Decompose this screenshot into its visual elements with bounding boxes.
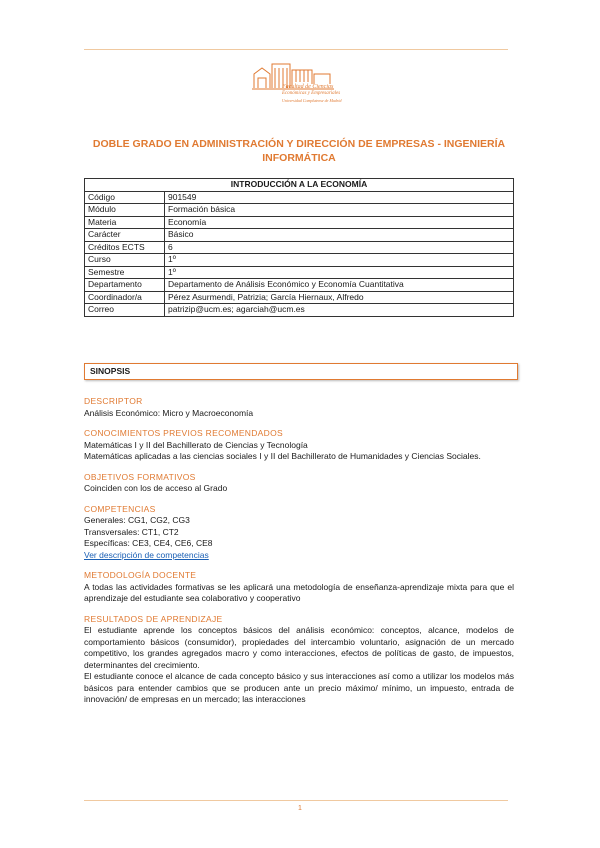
row-key: Código — [85, 191, 165, 204]
conocimientos-section — [84, 428, 514, 463]
section-heading: RESULTADOS DE APRENDIZAJE — [84, 613, 223, 624]
row-value: Formación básica — [165, 204, 514, 217]
row-value: Economía — [165, 216, 514, 229]
footer-rule — [84, 800, 508, 801]
descriptor-section — [84, 396, 514, 419]
section-heading: DESCRIPTOR — [84, 396, 143, 406]
row-value: 901549 — [165, 191, 514, 204]
section-heading: METODOLOGÍA DOCENTE — [84, 570, 197, 580]
row-key: Coordinador/a — [85, 291, 165, 304]
competencias-especificas: Específicas: CE3, CE4, CE6, CE8 — [84, 538, 213, 548]
table-row — [85, 304, 514, 317]
sinopsis-heading: SINOPSIS — [84, 363, 518, 380]
row-value: Departamento de Análisis Económico y Economía Cuantitativa — [165, 279, 514, 292]
row-value: 1º — [165, 254, 514, 267]
row-key: Materia — [85, 216, 165, 229]
table-row — [85, 229, 514, 242]
row-value: patrizip@ucm.es; agarciah@ucm.es — [165, 304, 514, 317]
section-heading: COMPETENCIAS — [84, 503, 156, 514]
competencias-section — [84, 504, 514, 562]
course-name: INTRODUCCIÓN A LA ECONOMÍA — [85, 179, 514, 192]
row-value: Básico — [165, 229, 514, 242]
row-key: Departamento — [85, 279, 165, 292]
row-key: Correo — [85, 304, 165, 317]
row-key: Curso — [85, 254, 165, 267]
logo-line-1: Facultad de Ciencias — [282, 84, 334, 90]
conocimientos-line-2: Matemáticas aplicadas a las ciencias sociales I y II del Bachillerato de Humanidades y Ciencias Sociales. — [84, 451, 481, 461]
table-row — [85, 291, 514, 304]
table-row — [85, 266, 514, 279]
document-title: DOBLE GRADO EN ADMINISTRACIÓN Y DIRECCIÓN DE EMPRESAS - INGENIERÍA INFORMÁTICA — [92, 138, 506, 164]
resultados-paragraph-2: El estudiante conoce el alcance de cada concepto básico y sus interacciones así como a utilizar los modelos más básicos para entender cambios que se producen ante un precio máximo/ mínimo, un impuesto, entrada de innovación/ de empresas en un mercado; las interacciones — [84, 671, 514, 704]
metodologia-text: A todas las actividades formativas se les aplicará una metodología de enseñanza-aprendizaje mixta para que el aprendizaje del estudiante sea colaborativo y cooperativo — [84, 581, 514, 603]
competencias-link[interactable]: Ver descripción de competencias — [84, 549, 209, 560]
row-value: Pérez Asurmendi, Patrizia; García Hiernaux, Alfredo — [165, 291, 514, 304]
competencias-generales: Generales: CG1, CG2, CG3 — [84, 515, 190, 525]
faculty-logo — [250, 58, 350, 114]
descriptor-text: Análisis Económico: Micro y Macroeconomía — [84, 407, 254, 418]
table-row — [85, 279, 514, 292]
logo-line-2: Económicas y Empresariales — [282, 91, 341, 96]
conocimientos-line-1: Matemáticas I y II del Bachillerato de Ciencias y Tecnología — [84, 439, 308, 450]
table-row — [85, 191, 514, 204]
metodologia-section — [84, 570, 514, 605]
sinopsis-content — [84, 396, 514, 715]
row-value: 6 — [165, 241, 514, 254]
row-key: Semestre — [85, 266, 165, 279]
section-heading: CONOCIMIENTOS PREVIOS RECOMENDADOS — [84, 428, 283, 438]
row-key: Créditos ECTS — [85, 241, 165, 254]
table-header-row — [85, 179, 514, 192]
competencias-transversales: Transversales: CT1, CT2 — [84, 526, 179, 537]
resultados-paragraph-1: El estudiante aprende los conceptos básicos del análisis económico: conceptos, alcance, modelos de comportamiento básicos (consumidor), propiedades del intercambio voluntario, asignación de un mercado competitivo, los grandes agregados macro y como interacciones, efectos de políticas de gasto, de impuestos, determinantes del crecimiento. — [84, 625, 514, 670]
logo-line-3: Universidad Complutense de Madrid — [282, 98, 342, 103]
course-info-table — [84, 178, 514, 317]
table-row — [85, 241, 514, 254]
row-key: Módulo — [85, 204, 165, 217]
table-row — [85, 204, 514, 217]
header-rule — [84, 49, 508, 50]
resultados-section — [84, 614, 514, 706]
objetivos-section — [84, 472, 514, 495]
row-key: Carácter — [85, 229, 165, 242]
objetivos-text: Coinciden con los de acceso al Grado — [84, 483, 228, 493]
section-heading: OBJETIVOS FORMATIVOS — [84, 471, 196, 482]
page-number: 1 — [298, 805, 302, 812]
table-row — [85, 254, 514, 267]
row-value: 1º — [165, 266, 514, 279]
table-row — [85, 216, 514, 229]
